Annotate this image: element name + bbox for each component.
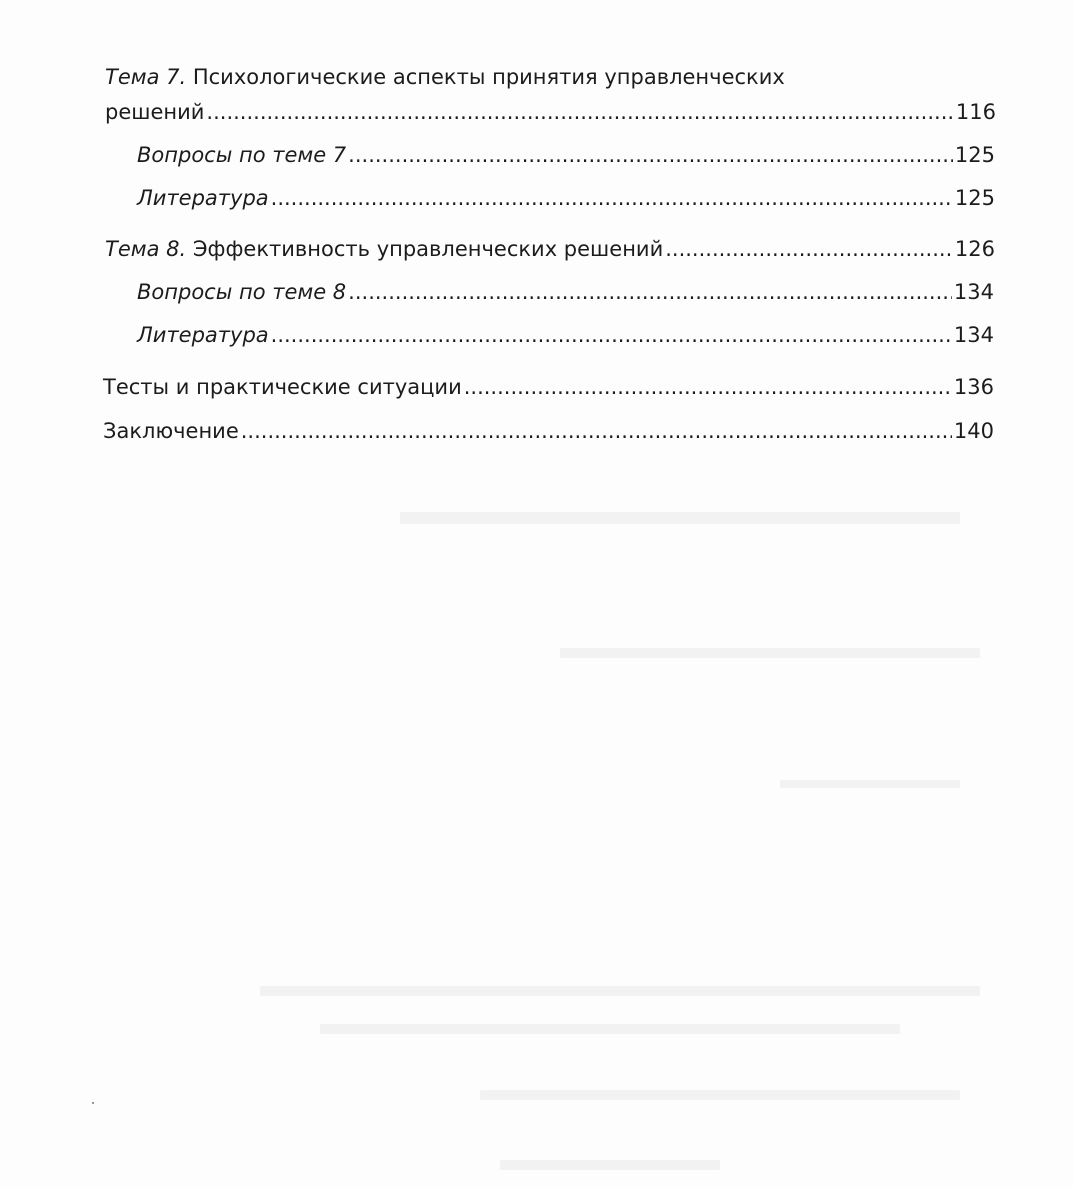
conclusion-page-number: 140 [953,419,994,443]
theme8-questions-page-number: 134 [953,280,994,304]
dot-leader [348,142,953,168]
dot-leader [241,418,952,444]
theme7-questions-label: Вопросы по теме 7 [137,143,347,167]
show-through-mark [560,648,980,658]
conclusion-label: Заключение [103,419,239,443]
theme7-literature-label: Литература [137,186,269,210]
tests-label: Тесты и практические ситуации [103,375,462,399]
theme8-literature-page-number: 134 [953,323,994,347]
show-through-mark [480,1090,960,1100]
show-through-mark [260,986,980,996]
theme8-literature-label: Литература [137,323,269,347]
show-through-mark [400,512,960,524]
show-through-mark [320,1024,900,1034]
theme7-title-line1: Психологические аспекты принятия управленческих [186,65,785,89]
dot-leader [271,185,953,211]
paper-speck [92,1102,94,1104]
theme7-questions-page-number: 125 [954,143,995,167]
toc-entry-conclusion[interactable] [103,418,994,444]
tests-page-number: 136 [953,375,994,399]
toc-entry-theme7-questions[interactable] [137,142,995,168]
dot-leader [348,279,952,305]
theme7-literature-page-number: 125 [954,186,995,210]
toc-entry-theme8-literature[interactable] [137,322,994,348]
dot-leader [464,374,952,400]
toc-entry-theme7-literature[interactable] [137,185,995,211]
theme7-page-number: 116 [955,100,996,124]
dot-leader [271,322,952,348]
show-through-mark [780,780,960,788]
theme7-prefix: Тема 7. [105,65,187,89]
dot-leader [206,99,953,125]
dot-leader [665,236,953,262]
theme8-prefix: Тема 8. [105,237,187,261]
theme8-questions-label: Вопросы по теме 8 [137,280,347,304]
toc-entry-theme8[interactable] [105,236,995,262]
theme8-title: Эффективность управленческих решений [186,237,664,261]
show-through-mark [500,1160,720,1170]
theme8-page-number: 126 [954,237,995,261]
toc-entry-theme7[interactable] [105,64,785,90]
toc-entry-theme8-questions[interactable] [137,279,994,305]
theme7-title-line2: решений [105,100,205,124]
toc-entry-theme7-line2[interactable] [105,99,996,125]
toc-entry-tests[interactable] [103,374,994,400]
